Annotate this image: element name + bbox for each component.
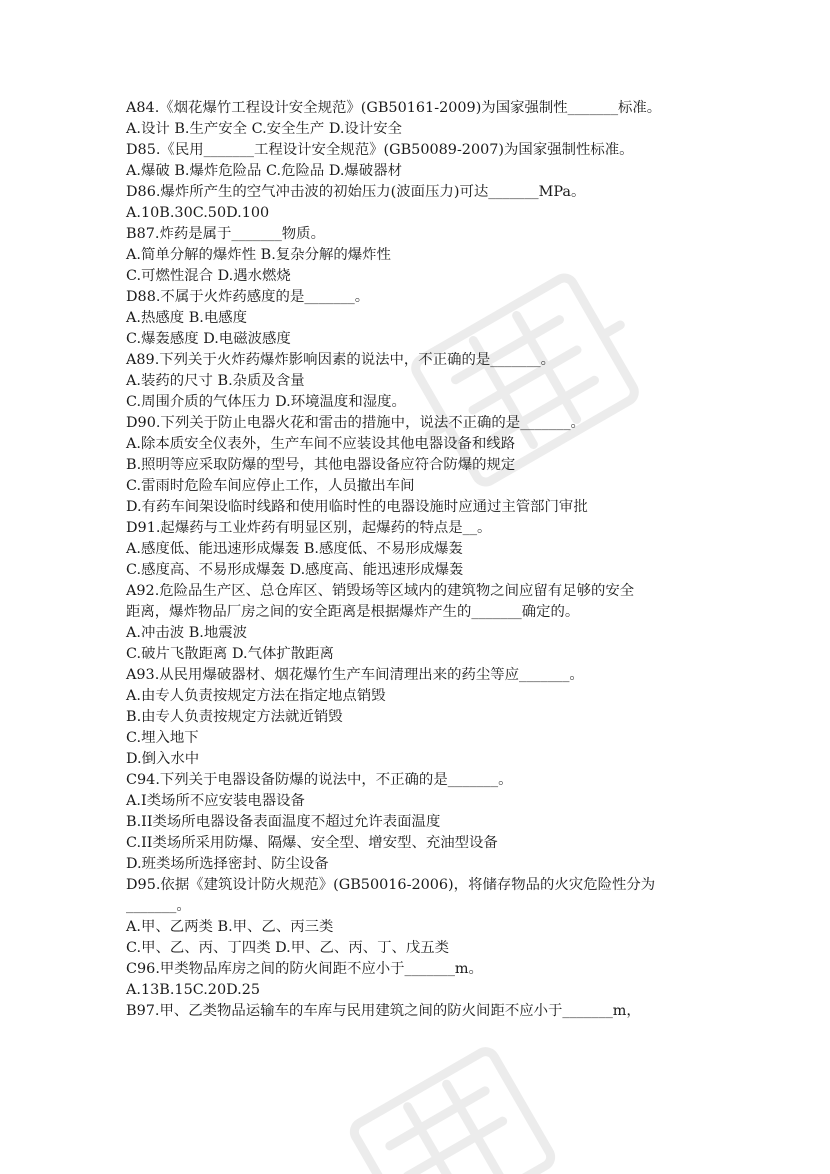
text-line: A.感度低、能迅速形成爆轰 B.感度低、不易形成爆轰 [126,541,463,557]
text-line: C94.下列关于电器设备防爆的说法中，不正确的是_______。 [126,772,513,788]
text-line: A.爆破 B.爆炸危险品 C.危险品 D.爆破器材 [126,163,402,179]
text-line: C.雷雨时危险车间应停止工作，人员撤出车间 [126,478,415,494]
text-line: D95.依据《建筑设计防火规范》(GB50016-2006)，将储存物品的火灾危险性分为 [126,877,656,893]
text-line: A84.《烟花爆竹工程设计安全规范》(GB50161-2009)为国家强制性_______标准。 [126,100,662,116]
text-line: B87.炸药是属于_______物质。 [126,226,325,242]
text-line: A.简单分解的爆炸性 B.复杂分解的爆炸性 [126,247,391,263]
text-line: A.甲、乙两类 B.甲、乙、丙三类 [126,919,334,935]
text-line: A89.下列关于火炸药爆炸影响因素的说法中，不正确的是_______。 [126,352,556,368]
text-line: D.班类场所选择密封、防尘设备 [126,856,329,872]
text-line: _______。 [126,898,191,914]
watermark-stamp-bottom [330,1030,570,1174]
text-line: C.破片飞散距离 D.气体扩散距离 [126,646,334,662]
text-line: D.倒入水中 [126,751,200,767]
text-line: B.II类场所电器设备表面温度不超过允许表面温度 [126,814,441,830]
text-line: C.甲、乙、丙、丁四类 D.甲、乙、丙、丁、戊五类 [126,940,450,956]
text-line: B97.甲、乙类物品运输车的车库与民用建筑之间的防火间距不应小于_______m， [126,1003,641,1019]
text-line: B.照明等应采取防爆的型号，其他电器设备应符合防爆的规定 [126,457,516,473]
text-line: A.I类场所不应安装电器设备 [126,793,305,809]
text-line: C96.甲类物品库房之间的防火间距不应小于_______m。 [126,961,483,977]
text-line: A.热感度 B.电感度 [126,310,248,326]
text-line: C.可燃性混合 D.遇水燃烧 [126,268,291,284]
text-line: D88.不属于火炸药感度的是_______。 [126,289,370,305]
text-line: 距离，爆炸物品厂房之间的安全距离是根据爆炸产生的_______确定的。 [126,604,580,620]
text-line: A.10B.30C.50D.100 [126,205,270,221]
text-line: D85.《民用_______工程设计安全规范》(GB50089-2007)为国家强制性标准。 [126,142,634,158]
text-line: B.由专人负责按规定方法就近销毁 [126,709,343,725]
text-line: A92.危险品生产区、总仓库区、销毁场等区域内的建筑物之间应留有足够的安全 [126,583,635,599]
text-line: D91.起爆药与工业炸药有明显区别，起爆药的特点是__。 [126,520,492,536]
text-line: A.冲击波 B.地震波 [126,625,248,641]
text-line: A.由专人负责按规定方法在指定地点销毁 [126,688,386,704]
text-line: D.有药车间架设临时线路和使用临时性的电器设施时应通过主管部门审批 [126,499,588,515]
text-line: A.设计 B.生产安全 C.安全生产 D.设计安全 [126,121,402,137]
text-line: C.周围介质的气体压力 D.环境温度和湿度。 [126,394,406,410]
text-line: D90.下列关于防止电器火花和雷击的措施中，说法不正确的是_______。 [126,415,585,431]
text-line: A93.从民用爆破器材、烟花爆竹生产车间清理出来的药尘等应_______。 [126,667,584,683]
question-list [126,98,716,1022]
text-line: A.13B.15C.20D.25 [126,982,261,998]
text-line: C.感度高、不易形成爆轰 D.感度高、能迅速形成爆轰 [126,562,464,578]
text-line: A.装药的尺寸 B.杂质及含量 [126,373,305,389]
text-line: A.除本质安全仪表外，生产车间不应装设其他电器设备和线路 [126,436,516,452]
text-line: C.II类场所采用防爆、隔爆、安全型、增安型、充油型设备 [126,835,498,851]
text-line: C.爆轰感度 D.电磁波感度 [126,331,291,347]
text-line: C.埋入地下 [126,730,199,746]
text-line: D86.爆炸所产生的空气冲击波的初始压力(波面压力)可达_______MPa。 [126,184,586,200]
